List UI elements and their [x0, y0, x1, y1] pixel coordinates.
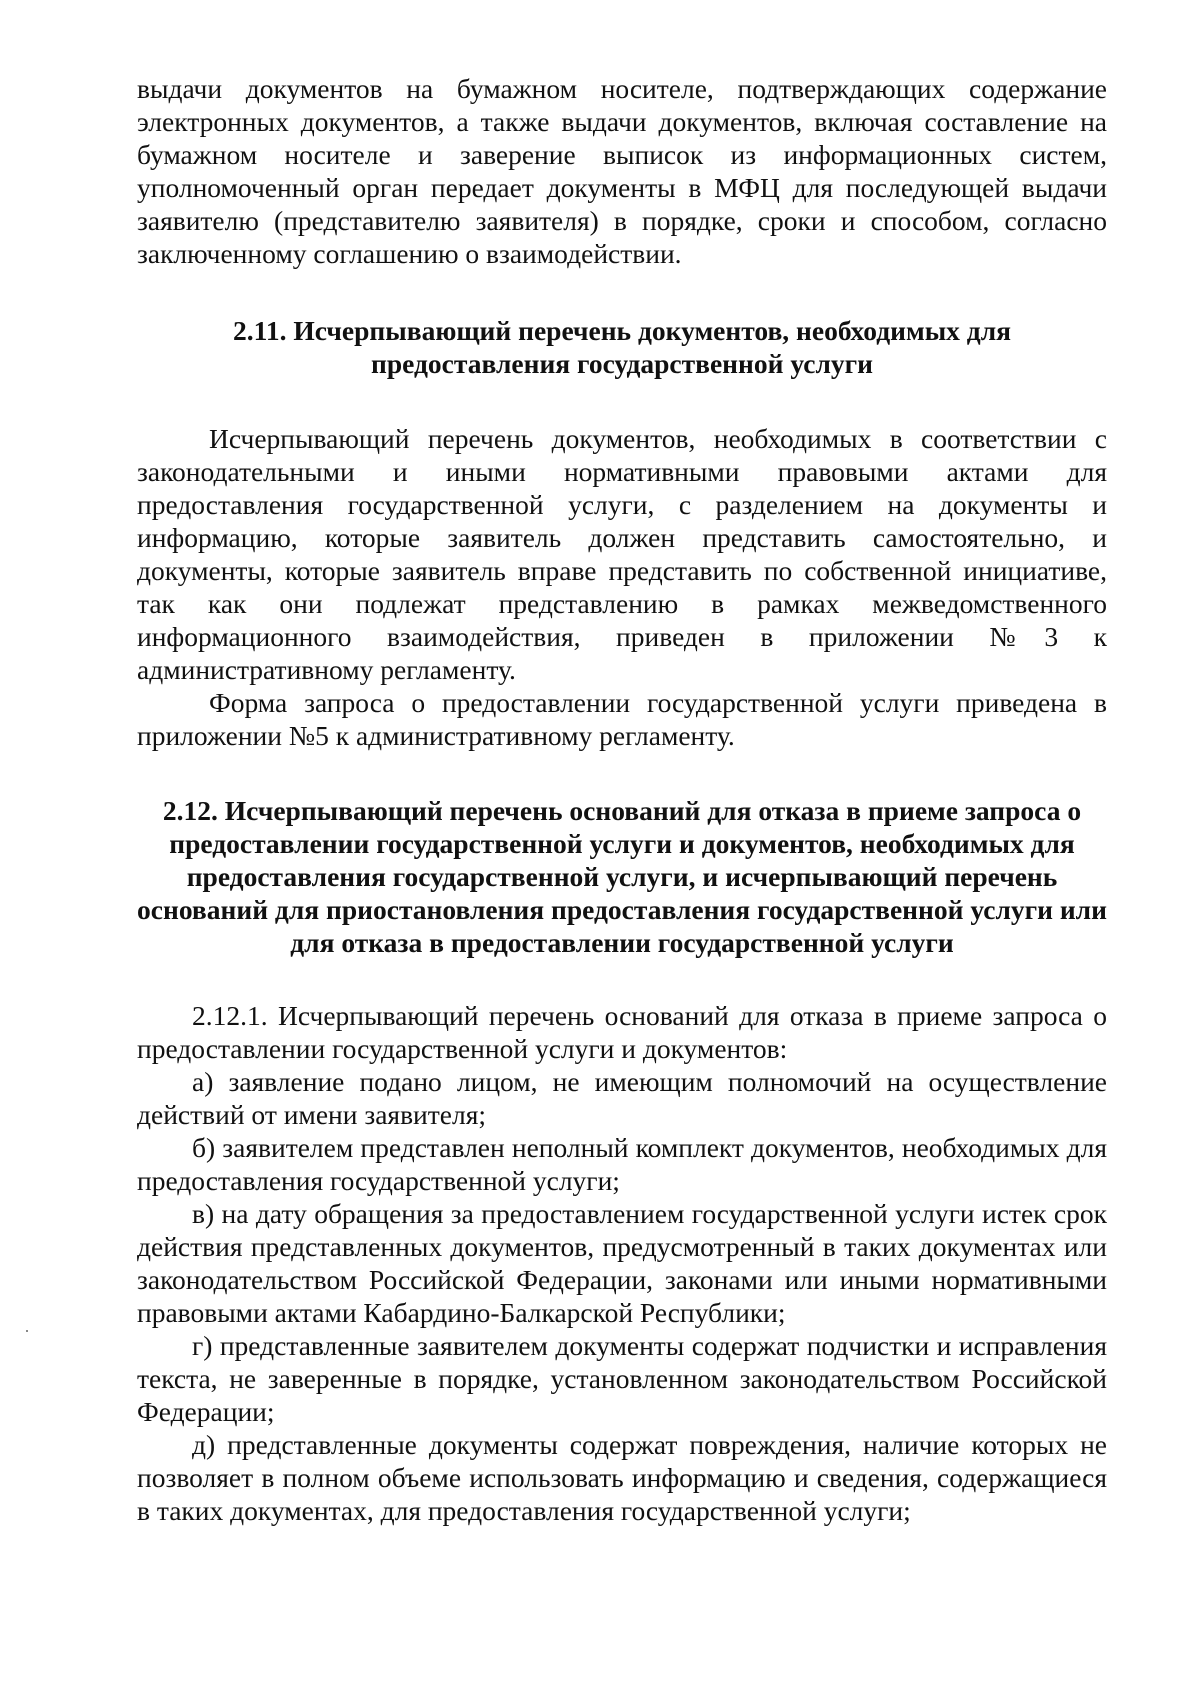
section-2-12-intro: 2.12.1. Исчерпывающий перечень оснований для отказа в приеме запроса о предоставлении государственной услуги и документов: [137, 1000, 1107, 1064]
list-item-d: д) представленные документы содержат повреждения, наличие которых не позволяет в полном объеме использовать информацию и сведения, содержащиеся в таких документах, для предоставления государственной услуги; [137, 1429, 1107, 1526]
list-item-b: б) заявителем представлен неполный комплект документов, необходимых для предоставления государственной услуги; [137, 1132, 1107, 1196]
list-item-g: г) представленные заявителем документы содержат подчистки и исправления текста, не заверенные в порядке, установленном законодательством Российской Федерации; [137, 1330, 1107, 1427]
section-2-12 [137, 794, 1107, 1527]
scan-speck [26, 1330, 28, 1332]
section-2-11-paragraph-2: Форма запроса о предоставлении государственной услуги приведена в приложении №5 к административному регламенту. [137, 687, 1107, 751]
section-2-11-paragraph-1: Исчерпывающий перечень документов, необходимых в соответствии с законодательными и иными нормативными правовыми актами для предоставления государственной услуги, с разделением на документы и информацию, которые заявитель должен представить самостоятельно, и документы, которые заявитель вправе представить по собственной инициативе, так как они подлежат представлению в рамках межведомственного информационного взаимодействия, приведен в приложении №3 к административному регламенту. [137, 423, 1107, 685]
section-2-11-heading: 2.11. Исчерпывающий перечень документов, необходимых для предоставления государственной услуги [232, 315, 1012, 379]
lead-paragraph: выдачи документов на бумажном носителе, подтверждающих содержание электронных документов, а также выдачи документов, включая составление на бумажном носителе и заверение выписок из информационных систем, уполномоченный орган передает документы в МФЦ для последующей выдачи заявителю (представителю заявителя) в порядке, сроки и способом, согласно заключенному соглашению о взаимодействии. [137, 73, 1107, 269]
section-2-12-heading: 2.12. Исчерпывающий перечень оснований для отказа в приеме запроса о предоставлении государственной услуги и документов, необходимых для предоставления государственной услуги, и исчерпывающий перечень оснований для приостановления предоставления государственной услуги или для отказа в предоставлении государственной услуги [137, 795, 1107, 958]
document-page [137, 72, 1107, 1527]
list-item-a: а) заявление подано лицом, не имеющим полномочий на осуществление действий от имени заявителя; [137, 1066, 1107, 1130]
section-2-11 [137, 314, 1107, 752]
list-item-v: в) на дату обращения за предоставлением государственной услуги истек срок действия представленных документов, предусмотренный в таких документах или законодательством Российской Федерации, законами или иными нормативными правовыми актами Кабардино-Балкарской Республики; [137, 1198, 1107, 1328]
